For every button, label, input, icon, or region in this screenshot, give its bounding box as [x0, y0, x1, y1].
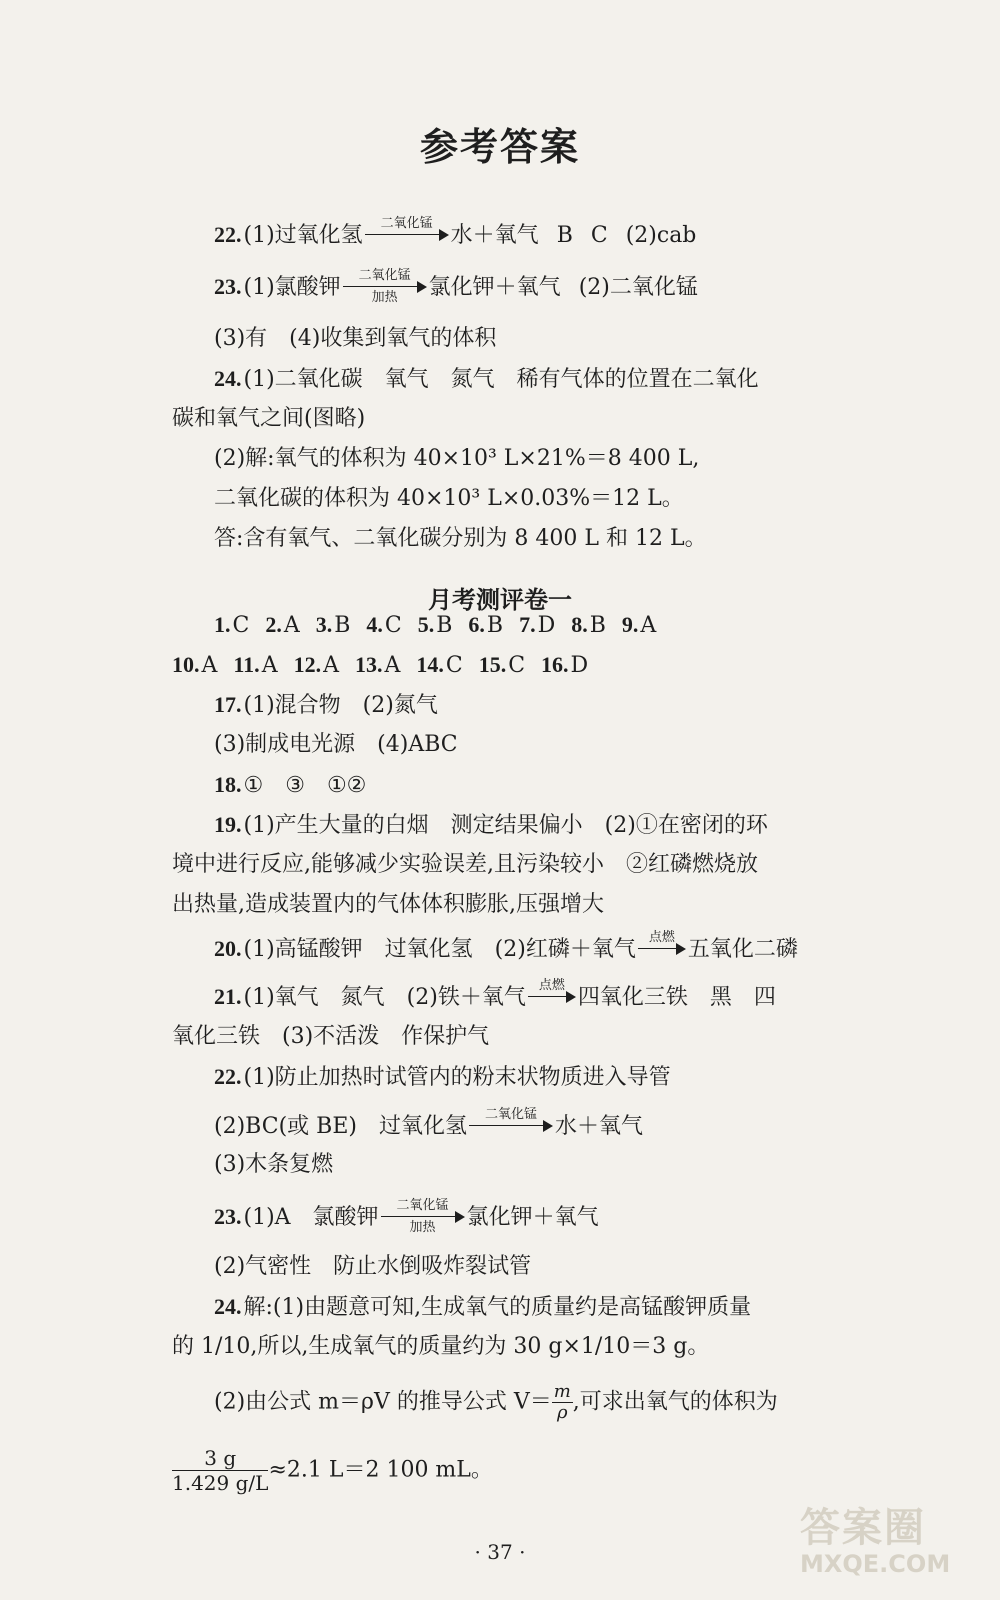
answer-22b-line2: [214, 1107, 643, 1142]
answer-text: B: [556, 223, 573, 248]
catalyst-label: 二氧化锰: [358, 268, 411, 283]
question-number: 23.: [214, 1204, 242, 1229]
choice-answers-row-1: [214, 610, 672, 641]
choice-letter: B: [334, 613, 351, 638]
answer-text: (1)A 氯酸钾: [243, 1205, 379, 1230]
answer-text: (1)氯酸钾: [243, 275, 341, 300]
choice-answers-row-2: [172, 650, 604, 681]
answer-19: [214, 810, 768, 841]
answer-text: C: [590, 223, 608, 248]
choice-answer: [265, 610, 299, 641]
question-number: 3.: [315, 612, 333, 637]
answer-19-line3: 出热量,造成装置内的气体体积膨胀,压强增大: [172, 892, 604, 917]
section-title: 月考测评卷一: [428, 586, 572, 614]
choice-answer: [316, 610, 351, 641]
question-number: 20.: [214, 936, 242, 961]
question-number: 23.: [214, 274, 242, 299]
choice-letter: A: [261, 653, 278, 678]
question-number: 19.: [214, 812, 242, 837]
choice-letter: C: [384, 613, 402, 638]
choice-letter: C: [508, 653, 526, 678]
choice-answer: [214, 610, 249, 641]
choice-answer: [571, 610, 606, 641]
answer-text: 氯化钾＋氧气: [428, 275, 561, 300]
fraction-numerator: m: [553, 1381, 571, 1402]
answer-24-line4: 二氧化碳的体积为 40×10³ L×0.03%＝12 L。: [214, 486, 684, 511]
page-number: · 37 ·: [474, 1540, 526, 1564]
answer-24b-line4: [172, 1446, 493, 1495]
answer-text: ① ③ ①②: [243, 773, 367, 798]
choice-answer: [366, 610, 401, 641]
question-number: 22.: [214, 1064, 242, 1089]
answer-23b-line2: (2)气密性 防止水倒吸炸裂试管: [214, 1254, 532, 1279]
answer-text: ≈2.1 L＝2 100 mL。: [268, 1457, 493, 1483]
catalyst-label: 二氧化锰: [396, 1198, 449, 1213]
choice-answer: [172, 650, 217, 681]
condition-label: 点燃: [538, 978, 565, 993]
question-number: 17.: [214, 692, 242, 717]
answer-22b-line3: (3)木条复燃: [214, 1152, 334, 1177]
choice-letter: A: [283, 613, 300, 638]
question-number: 15.: [478, 652, 507, 677]
choice-letter: B: [486, 613, 504, 638]
watermark-logo: [800, 1506, 980, 1586]
answer-text: (1)混合物 (2)氮气: [243, 693, 438, 718]
answer-text: (2)cab: [625, 223, 697, 248]
choice-answer: [622, 610, 656, 641]
answer-text: 四氧化三铁 黑 四: [577, 985, 776, 1010]
answer-21: [214, 978, 776, 1013]
answer-text: 水＋氧气: [450, 223, 539, 248]
choice-letter: A: [201, 653, 218, 678]
fraction-numerator: 3 g: [172, 1446, 268, 1471]
answer-text: ,可求出氧气的体积为: [572, 1389, 778, 1415]
question-number: 22.: [214, 222, 242, 247]
question-number: 18.: [214, 772, 242, 797]
answer-18: [214, 770, 366, 801]
fraction-volume: [172, 1446, 268, 1495]
question-number: 1.: [214, 612, 231, 637]
watermark-text-bottom: MXQE.COM: [800, 1550, 951, 1578]
choice-letter: C: [445, 653, 463, 678]
answer-text: (1)高锰酸钾 过氧化氢 (2)红磷＋氧气: [243, 937, 636, 962]
question-number: 7.: [519, 612, 536, 637]
choice-letter: B: [436, 613, 453, 638]
question-number: 9.: [621, 612, 639, 637]
choice-answer: [479, 650, 525, 681]
answer-24b-line2: 的 1/10,所以,生成氧气的质量约为 30 g×1/10＝3 g。: [172, 1334, 710, 1359]
answer-17-line2: (3)制成电光源 (4)ABC: [214, 732, 458, 757]
question-number: 10.: [172, 652, 200, 677]
answer-text: 水＋氧气: [554, 1114, 643, 1139]
question-number: 2.: [265, 612, 282, 637]
catalyst-label: 二氧化锰: [484, 1107, 537, 1122]
question-number: 6.: [468, 612, 485, 637]
answer-20: [214, 930, 798, 965]
answer-text: (1)二氧化碳 氧气 氮气 稀有气体的位置在二氧化: [243, 367, 759, 392]
choice-letter: B: [589, 613, 606, 638]
choice-answer: [355, 650, 400, 681]
reaction-arrow: [638, 930, 686, 965]
choice-answer: [519, 610, 555, 641]
answer-text: 五氧化二磷: [687, 937, 798, 962]
fraction-denominator: ρ: [556, 1402, 568, 1423]
answer-text: 解:(1)由题意可知,生成氧气的质量约是高锰酸钾质量: [243, 1295, 752, 1320]
answer-21-line2: 氧化三铁 (3)不活泼 作保护气: [172, 1024, 490, 1049]
reaction-arrow: [469, 1107, 553, 1142]
answer-24b-line3: [214, 1382, 778, 1423]
answer-23b: [214, 1198, 599, 1235]
fraction-m-over-rho: [552, 1382, 573, 1423]
answer-22b: [214, 1062, 671, 1093]
answer-text: (1)氧气 氮气 (2)铁＋氧气: [243, 985, 526, 1010]
choice-letter: A: [323, 653, 339, 678]
answer-22: [214, 216, 697, 251]
answer-17: [214, 690, 438, 721]
answer-24: [214, 364, 759, 395]
choice-answer: [294, 650, 339, 681]
answer-24b: [214, 1292, 751, 1323]
reaction-arrow: [528, 978, 576, 1013]
question-number: 16.: [541, 652, 569, 677]
watermark-text-top: 答案圈: [800, 1505, 926, 1551]
answer-text: (1)过氧化氢: [243, 223, 363, 248]
condition-label: 点燃: [648, 930, 675, 945]
answer-text: (1)产生大量的白烟 测定结果偏小 (2)①在密闭的环: [243, 813, 768, 838]
reaction-arrow: [381, 1198, 465, 1235]
question-number: 5.: [417, 612, 435, 637]
choice-answer: [416, 650, 462, 681]
answer-24-line5: 答:含有氧气、二氧化碳分别为 8 400 L 和 12 L。: [214, 526, 707, 551]
catalyst-label: 二氧化锰: [380, 216, 433, 231]
answer-text: (2)由公式 m＝ρV 的推导公式 V＝: [214, 1389, 552, 1415]
answer-24-line2: 碳和氧气之间(图略): [172, 406, 366, 431]
choice-letter: D: [570, 653, 589, 678]
question-number: 21.: [214, 984, 242, 1009]
answer-text: 氯化钾＋氧气: [466, 1205, 599, 1230]
choice-answer: [233, 650, 277, 681]
question-number: 8.: [571, 612, 588, 637]
question-number: 24.: [214, 1294, 242, 1319]
question-number: 4.: [366, 612, 383, 637]
question-number: 13.: [354, 652, 383, 677]
answer-23-line2: (3)有 (4)收集到氧气的体积: [214, 326, 497, 351]
choice-letter: A: [384, 653, 401, 678]
choice-answer: [541, 650, 588, 681]
choice-letter: A: [640, 613, 657, 638]
answer-23: [214, 268, 698, 305]
answer-text: (1)防止加热时试管内的粉末状物质进入导管: [243, 1065, 671, 1090]
page-title: 参考答案: [419, 125, 580, 169]
question-number: 24.: [214, 366, 242, 391]
choice-answer: [418, 610, 453, 641]
choice-answer: [468, 610, 503, 641]
answer-24-line3: (2)解:氧气的体积为 40×10³ L×21%＝8 400 L,: [214, 446, 700, 471]
reaction-arrow: [365, 216, 449, 251]
question-number: 12.: [293, 652, 322, 677]
question-number: 11.: [233, 652, 260, 677]
answer-text: (2)二氧化锰: [578, 275, 698, 300]
reaction-arrow: [343, 268, 427, 305]
condition-label: 加热: [371, 290, 398, 305]
question-number: 14.: [416, 652, 444, 677]
fraction-denominator: 1.429 g/L: [172, 1471, 269, 1495]
choice-letter: D: [537, 613, 556, 638]
answer-text: (2)BC(或 BE) 过氧化氢: [214, 1114, 467, 1139]
answer-19-line2: 境中进行反应,能够减少实验误差,且污染较小 ②红磷燃烧放: [172, 852, 758, 877]
condition-label: 加热: [409, 1220, 436, 1235]
choice-letter: C: [232, 613, 250, 638]
